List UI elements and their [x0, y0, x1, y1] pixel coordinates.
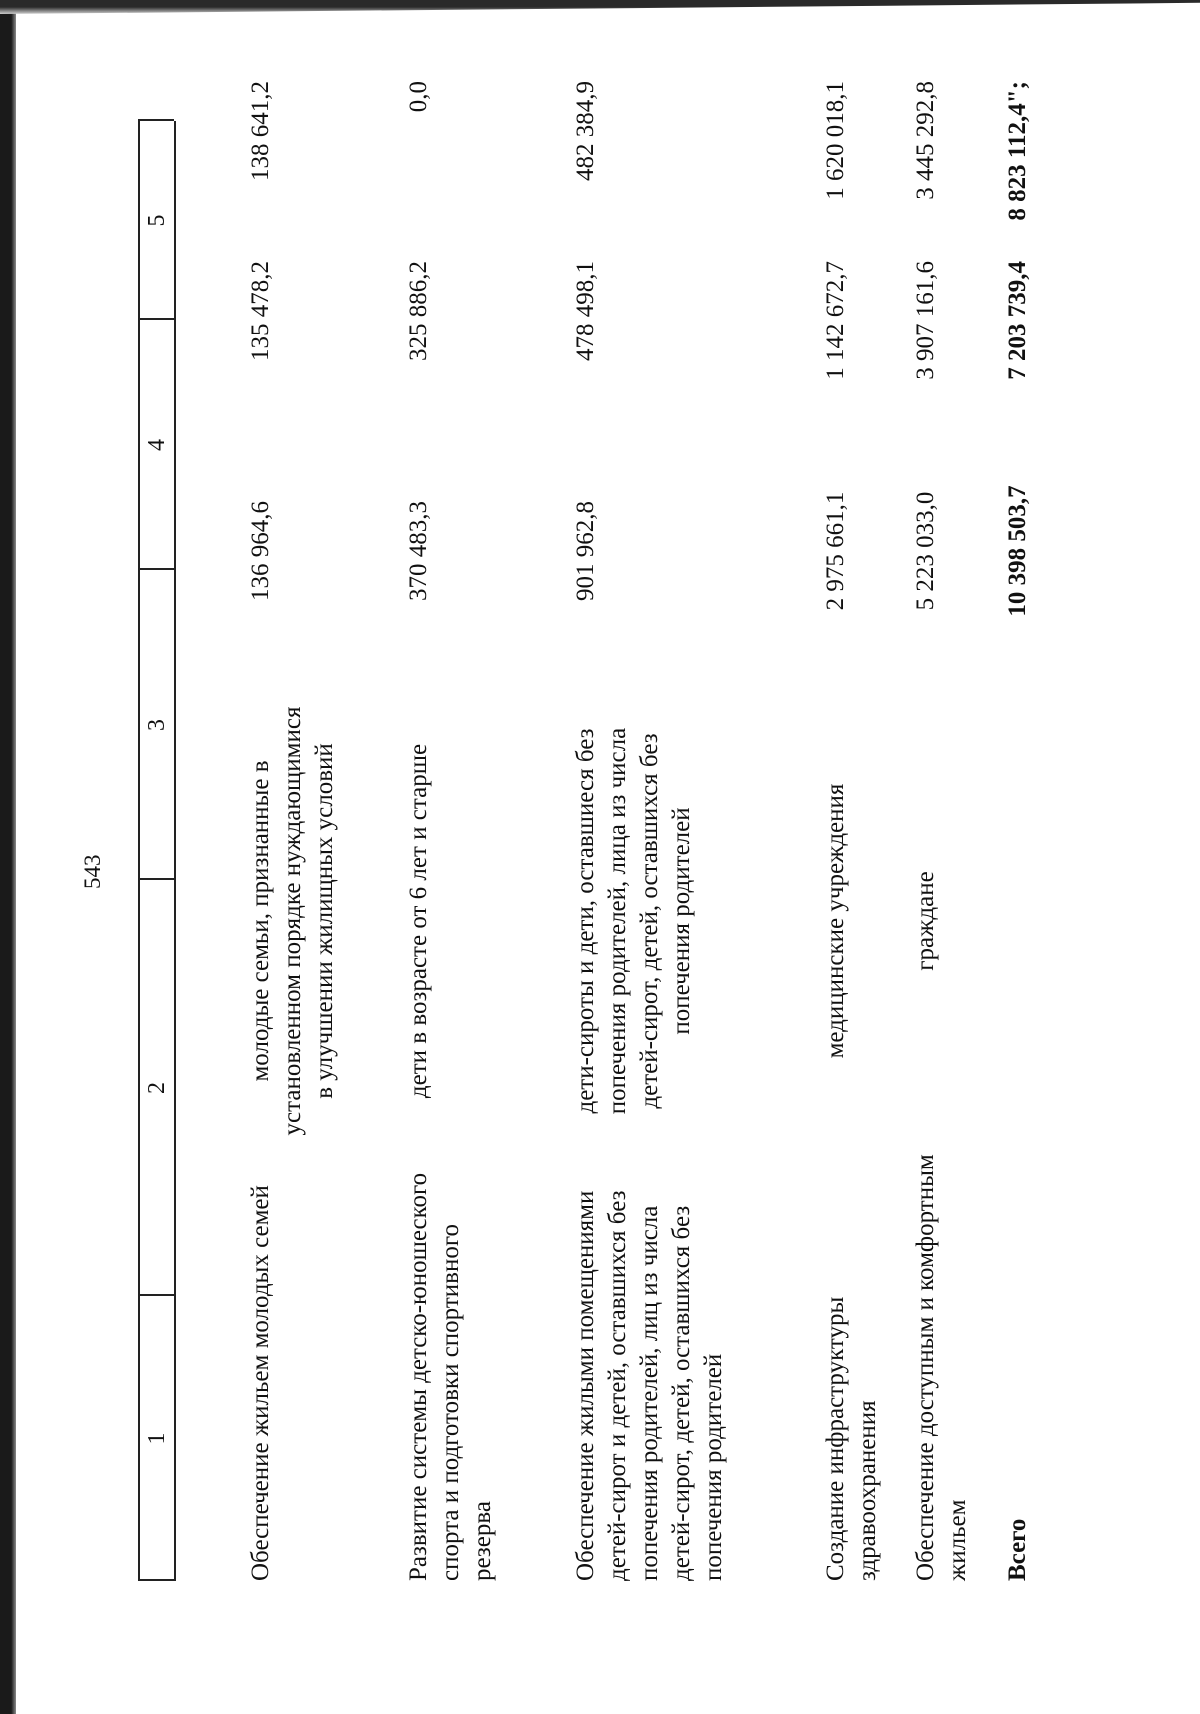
- column-number-5: 5: [144, 214, 170, 227]
- value-cell-col5: 482 384,9: [572, 81, 599, 181]
- value-cell-col4: 135 478,2: [247, 261, 274, 361]
- column-number-4: 4: [144, 439, 170, 451]
- value-cell-col5: 138 641,2: [247, 81, 274, 181]
- table-top-rule: [138, 121, 140, 1581]
- value-cell-col4: 325 886,2: [405, 261, 432, 361]
- column-number-3: 3: [144, 719, 170, 731]
- total-col3: 10 398 503,7: [1004, 485, 1031, 617]
- program-cell: Создание инфраструктуры здравоохранения: [822, 1296, 881, 1581]
- value-cell-col4: 478 498,1: [572, 261, 599, 361]
- column-number-1: 1: [144, 1432, 170, 1445]
- column-number-2: 2: [144, 1082, 170, 1094]
- total-col5: 8 823 112,4";: [1004, 81, 1031, 221]
- value-cell-col3: 901 962,8: [572, 501, 599, 601]
- program-cell: Развитие системы детско-юношеского спорта и подготовки спортивного резерва: [405, 1172, 496, 1581]
- value-cell-col5: 1 620 018,1: [822, 81, 849, 200]
- value-cell-col3: 2 975 661,1: [822, 491, 849, 611]
- total-label: Всего: [1004, 1518, 1031, 1581]
- recipients-cell: медицинские учреждения: [822, 783, 849, 1059]
- value-cell-col5: 3 445 292,8: [912, 81, 939, 200]
- program-cell: Обеспечение жильем молодых семей: [247, 1185, 274, 1581]
- header-bottom-rule: [174, 121, 176, 1581]
- total-col4: 7 203 739,4: [1004, 261, 1031, 380]
- program-cell: Обеспечение доступным и комфортным жильем: [912, 1154, 971, 1581]
- program-cell: Обеспечение жилыми помещениями детей-сирот и детей, оставшихся без попечения родителей, лиц из числа детей-сирот, детей, оставшихся без попечения родителей: [572, 1190, 727, 1581]
- recipients-cell: граждане: [912, 871, 939, 971]
- recipients-cell: дети-сироты и дети, оставшиеся без попечения родителей, лица из числа детей-сирот, детей, оставшихся без попечения родителей: [572, 727, 695, 1115]
- value-cell-col3: 5 223 033,0: [912, 491, 939, 611]
- recipients-cell: дети в возрасте от 6 лет и старше: [405, 743, 432, 1099]
- data-table: [138, 81, 1068, 1581]
- value-cell-col4: 3 907 161,6: [912, 261, 939, 380]
- value-cell-col3: 136 964,6: [247, 501, 274, 601]
- value-cell-col3: 370 483,3: [405, 501, 432, 601]
- value-cell-col4: 1 142 672,7: [822, 261, 849, 380]
- value-cell-col5: 0,0: [405, 81, 432, 113]
- page-number: 543: [80, 854, 105, 889]
- recipients-cell: молодые семьи, признанные в установленном порядке нуждающимися в улучшении жилищных условий: [247, 706, 338, 1136]
